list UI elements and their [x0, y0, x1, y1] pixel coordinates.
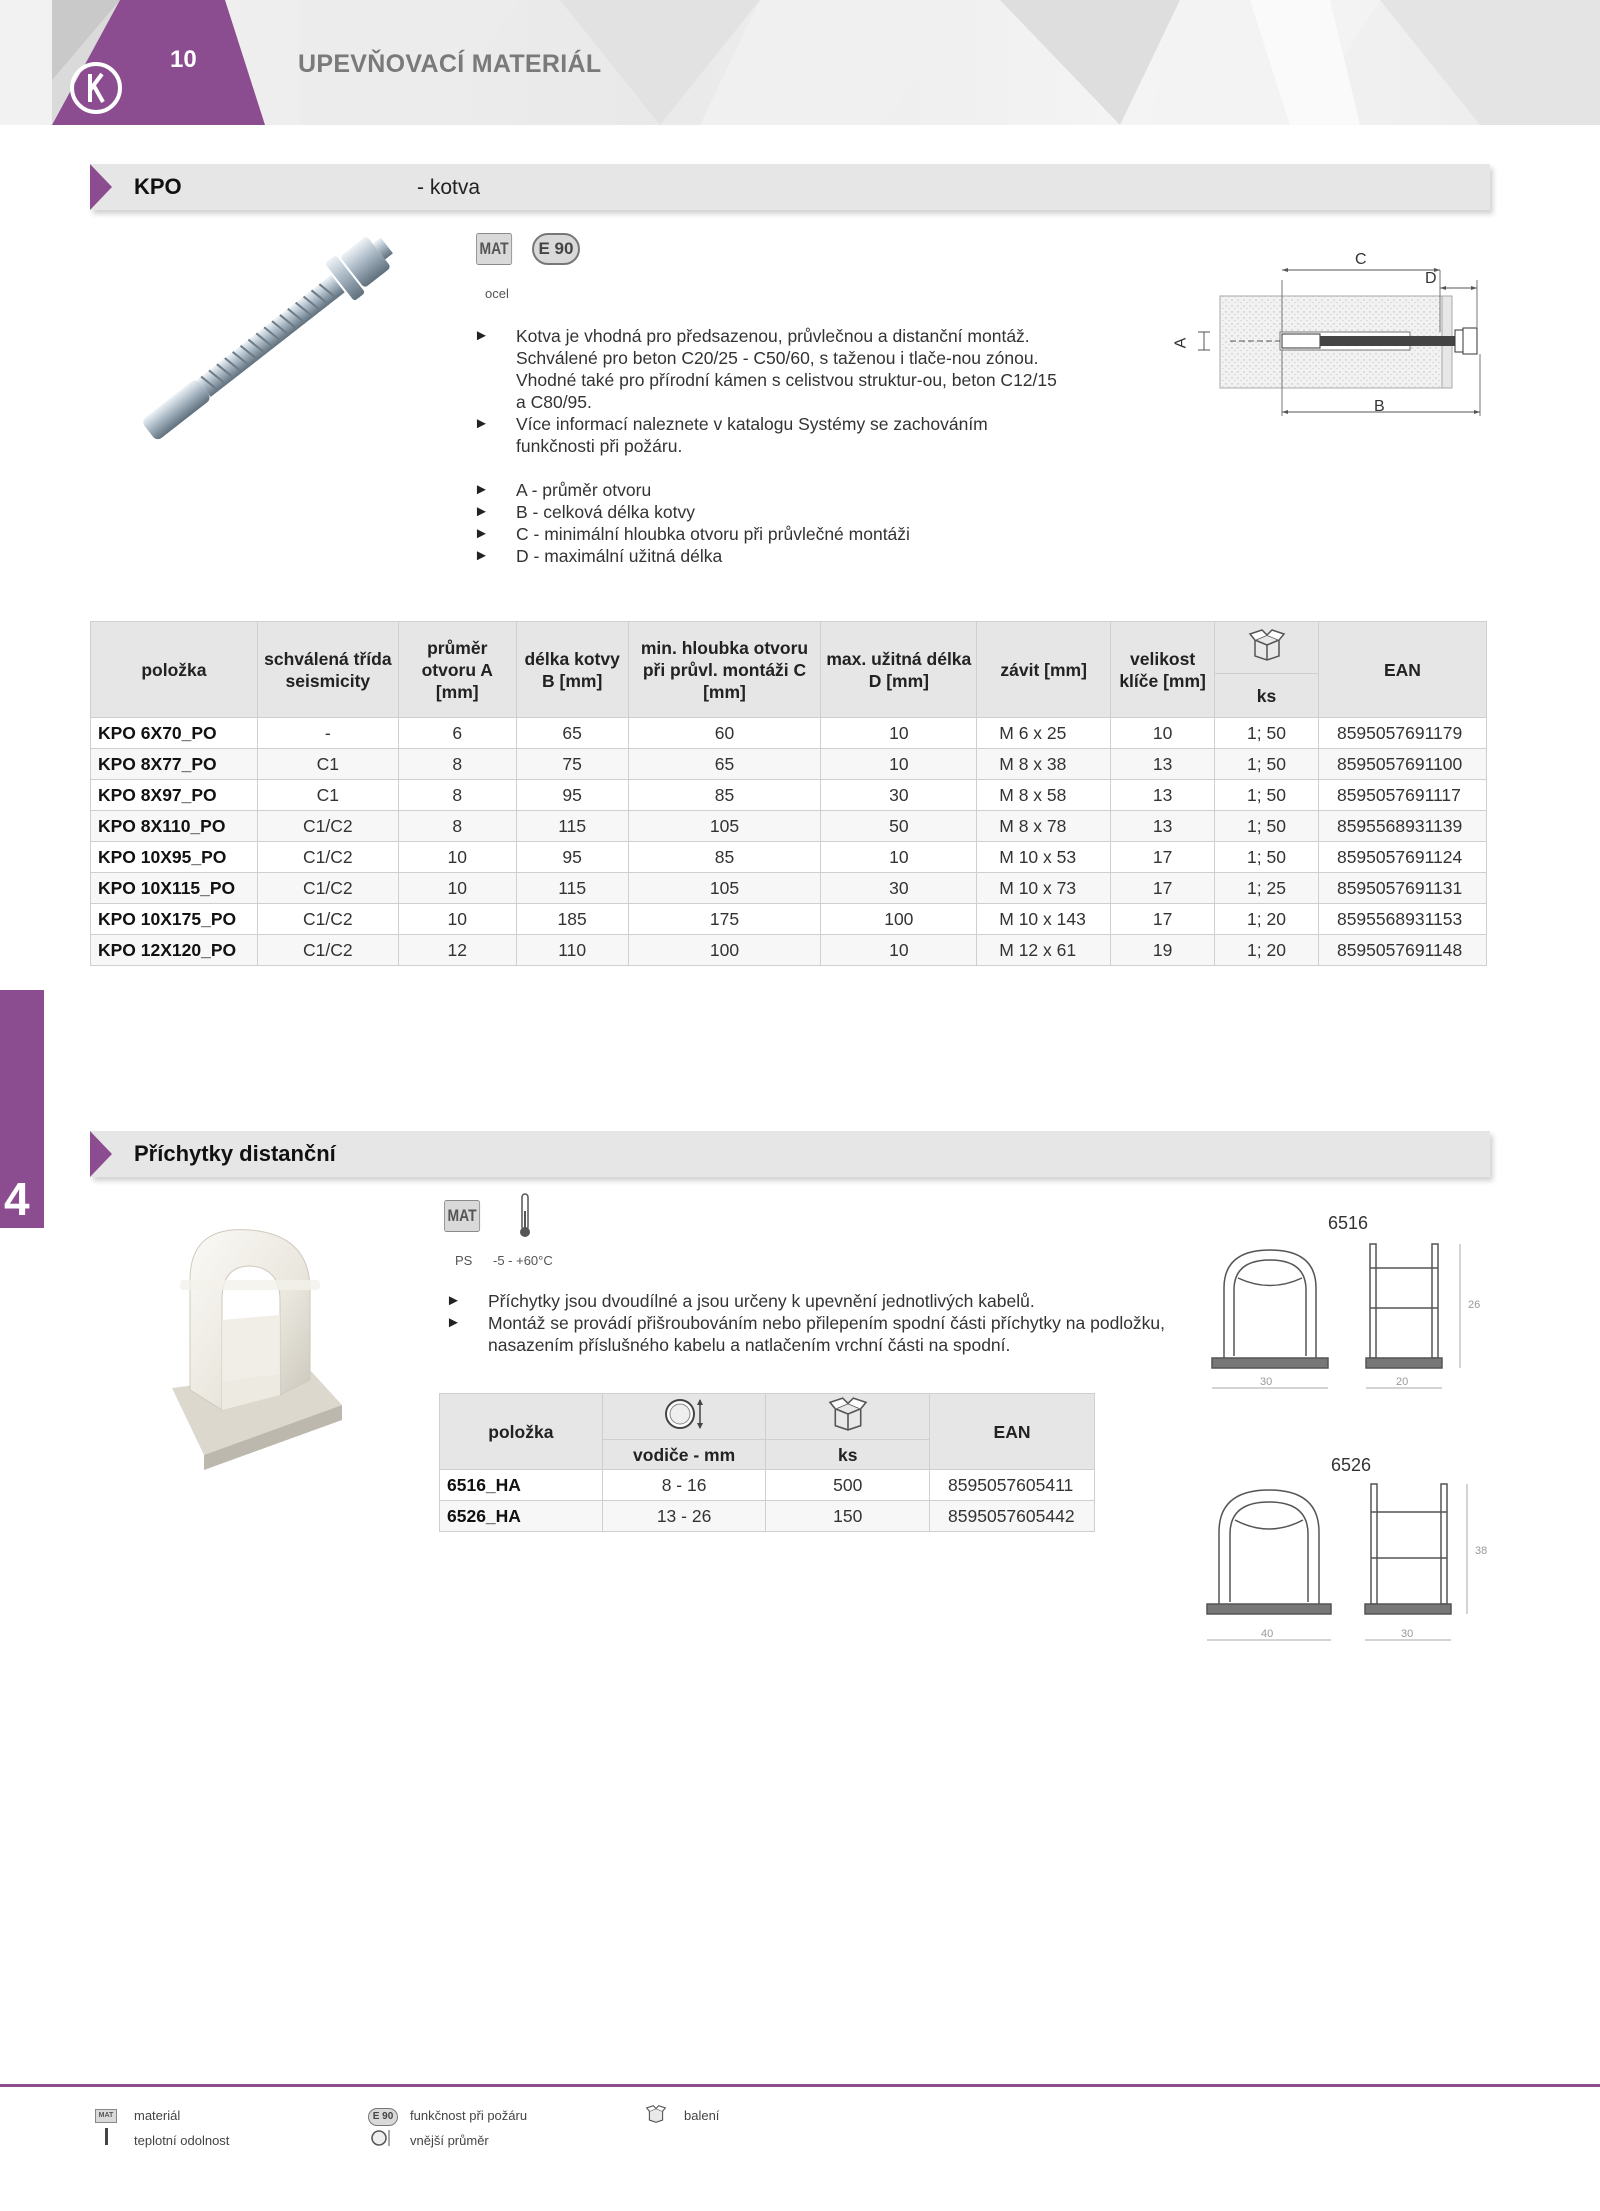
table-cell: 65	[628, 749, 821, 780]
table-cell: KPO 6X70_PO	[91, 718, 258, 749]
table-row	[91, 935, 1487, 966]
table-cell: 8 - 16	[602, 1470, 766, 1501]
table-row	[91, 780, 1487, 811]
table-cell: -	[257, 718, 398, 749]
th-ean: EAN	[1318, 622, 1486, 718]
table-cell: 100	[821, 904, 977, 935]
footer-divider	[0, 2084, 1600, 2087]
page-header	[0, 0, 1600, 125]
table-cell: 65	[516, 718, 628, 749]
table-cell: 8595057691148	[1318, 935, 1486, 966]
th-useful-length: max. užitná délka D [mm]	[821, 622, 977, 718]
th-hole-diameter: průměr otvoru A [mm]	[398, 622, 516, 718]
table-cell: 6	[398, 718, 516, 749]
table-cell: 60	[628, 718, 821, 749]
footer-diameter-icon	[370, 2128, 392, 2148]
table-cell: 500	[766, 1470, 930, 1501]
table-cell: C1	[257, 780, 398, 811]
table-cell: 105	[628, 811, 821, 842]
table-cell: 115	[516, 873, 628, 904]
dim-6526-width: 40	[1261, 1628, 1274, 1640]
table-cell: KPO 8X77_PO	[91, 749, 258, 780]
mat-badge-kpo: MAT	[476, 233, 512, 265]
table-row	[440, 1501, 1095, 1532]
table-cell: 8595057691124	[1318, 842, 1486, 873]
dim-6526-depth: 30	[1401, 1628, 1414, 1640]
table-cell: 75	[516, 749, 628, 780]
footer-thermometer-icon	[105, 2128, 108, 2145]
kpo-material: ocel	[485, 286, 509, 301]
table-cell: 8595057605442	[930, 1501, 1095, 1532]
diameter-icon	[662, 1396, 706, 1432]
table-row	[91, 904, 1487, 935]
table-cell: 10	[398, 842, 516, 873]
table-cell: C1/C2	[257, 904, 398, 935]
th-min-depth: min. hloubka otvoru při průvl. montáži C [mm]	[628, 622, 821, 718]
footer-e90-icon: E 90	[368, 2108, 398, 2126]
th-wires: vodiče - mm	[602, 1440, 766, 1470]
drawing-label-a: A	[1172, 337, 1190, 349]
th-anchor-length: délka kotvy B [mm]	[516, 622, 628, 718]
clips-material: PS	[455, 1253, 473, 1268]
table-cell: KPO 12X120_PO	[91, 935, 258, 966]
clips-section-marker	[90, 1131, 112, 1177]
table-cell: 6516_HA	[440, 1470, 603, 1501]
table-row	[91, 811, 1487, 842]
table-cell: 8	[398, 811, 516, 842]
mat-badge-clips: MAT	[444, 1200, 480, 1232]
table-cell: 8595057691117	[1318, 780, 1486, 811]
table-cell: 150	[766, 1501, 930, 1532]
table-cell: 110	[516, 935, 628, 966]
table-cell: 1; 50	[1215, 811, 1319, 842]
table-cell: 1; 50	[1215, 718, 1319, 749]
drawing-label-d: D	[1425, 270, 1437, 287]
table-cell: 1; 20	[1215, 935, 1319, 966]
table-cell: 175	[628, 904, 821, 935]
table-cell: 10	[821, 935, 977, 966]
table-cell: 10	[398, 873, 516, 904]
table-cell: M 8 x 38	[977, 749, 1111, 780]
table-cell: 10	[821, 749, 977, 780]
table-cell: 50	[821, 811, 977, 842]
page-title: UPEVŇOVACÍ MATERIÁL	[298, 50, 602, 78]
table-cell: M 8 x 58	[977, 780, 1111, 811]
kpo-section-marker	[90, 164, 112, 210]
kpo-bullet-2: ► Více informací naleznete v katalogu Systémy se zachováním funkčnosti při požáru.	[474, 413, 1064, 457]
footer-packing: balení	[684, 2108, 720, 2123]
table-cell: 8595057691100	[1318, 749, 1486, 780]
table-cell: 95	[516, 842, 628, 873]
table-cell: 17	[1111, 904, 1215, 935]
table-cell: C1/C2	[257, 873, 398, 904]
table-row	[91, 718, 1487, 749]
table-cell: 13	[1111, 780, 1215, 811]
table-cell: 8595057605411	[930, 1470, 1095, 1501]
table-cell: 12	[398, 935, 516, 966]
th-key-size: velikost klíče [mm]	[1111, 622, 1215, 718]
drawing-6516-label: 6516	[1328, 1213, 1369, 1233]
table-cell: KPO 10X95_PO	[91, 842, 258, 873]
anchor-photo	[112, 232, 422, 446]
table-cell: C1/C2	[257, 935, 398, 966]
table-cell: 30	[821, 780, 977, 811]
table-cell: 10	[1111, 718, 1215, 749]
thermometer-icon	[518, 1193, 532, 1239]
drawing-6526-label: 6526	[1331, 1455, 1372, 1475]
dim-6516-height: 26	[1468, 1299, 1481, 1311]
kpo-section-bar	[90, 164, 1490, 210]
table-cell: 1; 25	[1215, 873, 1319, 904]
drawing-label-b: B	[1374, 398, 1385, 415]
kpo-title: KPO	[134, 174, 182, 199]
e90-badge-kpo: E 90	[532, 233, 580, 265]
chapter-number: 4	[4, 1173, 30, 1225]
clip-photo	[160, 1220, 350, 1470]
table-cell: M 10 x 53	[977, 842, 1111, 873]
kpo-bullet-1: ► Kotva je vhodná pro předsazenou, průvlečnou a distanční montáž. Schválené pro beton C20/25 - C50/60, s taženou i tlače-nou zónou. Vhodné také pro přírodní kámen s celistvou struktur-ou, beton C12/15 a C80/95.	[474, 325, 1064, 413]
page-number: 10	[170, 46, 197, 73]
table-cell: 19	[1111, 935, 1215, 966]
table-row	[91, 749, 1487, 780]
logo-k-icon	[68, 60, 124, 116]
clips-description	[446, 1290, 1166, 1356]
table-cell: 10	[821, 718, 977, 749]
table-cell: 95	[516, 780, 628, 811]
table-cell: 85	[628, 842, 821, 873]
th-clip-pack: ks	[766, 1440, 930, 1470]
footer-outer-diameter: vnější průměr	[410, 2133, 489, 2148]
clips-bullet-1: ► Příchytky jsou dvoudílné a jsou určeny k upevnění jednotlivých kabelů.	[446, 1290, 1166, 1312]
table-row	[91, 842, 1487, 873]
table-cell: 105	[628, 873, 821, 904]
table-cell: 185	[516, 904, 628, 935]
footer-box-icon	[645, 2104, 667, 2124]
table-cell: C1/C2	[257, 842, 398, 873]
clip-6516-drawing	[1210, 1238, 1500, 1398]
table-cell: 10	[821, 842, 977, 873]
anchor-technical-drawing	[1170, 250, 1500, 420]
legend-a: ► A - průměr otvoru	[474, 479, 1064, 501]
table-cell: KPO 10X115_PO	[91, 873, 258, 904]
table-cell: 17	[1111, 873, 1215, 904]
th-clip-item: položka	[440, 1394, 603, 1470]
clips-table	[439, 1393, 1095, 1532]
table-cell: 17	[1111, 842, 1215, 873]
table-cell: M 10 x 143	[977, 904, 1111, 935]
table-cell: 8595568931139	[1318, 811, 1486, 842]
table-cell: 8595568931153	[1318, 904, 1486, 935]
kpo-table	[90, 621, 1487, 966]
footer-temperature: teplotní odolnost	[134, 2133, 230, 2148]
table-row	[91, 873, 1487, 904]
table-cell: M 8 x 78	[977, 811, 1111, 842]
table-cell: KPO 8X97_PO	[91, 780, 258, 811]
box-icon	[826, 1396, 870, 1432]
clips-bullet-2: ► Montáž se provádí přišroubováním nebo přilepením spodní části příchytky na podložku, nasazením příslušného kabelu a natlačením vrchní části na spodní.	[446, 1312, 1166, 1356]
table-cell: 1; 50	[1215, 842, 1319, 873]
legend-b: ► B - celková délka kotvy	[474, 501, 1064, 523]
th-item: položka	[91, 622, 258, 718]
table-cell: 10	[398, 904, 516, 935]
th-diameter-icon-cell	[602, 1394, 766, 1440]
table-cell: 13	[1111, 811, 1215, 842]
table-cell: 13 - 26	[602, 1501, 766, 1532]
footer-fire: funkčnost při požáru	[410, 2108, 528, 2123]
table-cell: KPO 8X110_PO	[91, 811, 258, 842]
table-cell: 1; 50	[1215, 749, 1319, 780]
kpo-description	[474, 325, 1064, 457]
table-cell: 6526_HA	[440, 1501, 603, 1532]
th-seismic-class: schválená třída seismicity	[257, 622, 398, 718]
th-pack: ks	[1215, 674, 1319, 718]
table-cell: 1; 20	[1215, 904, 1319, 935]
table-cell: 8595057691179	[1318, 718, 1486, 749]
table-cell: 85	[628, 780, 821, 811]
box-icon	[1247, 628, 1287, 662]
table-cell: M 12 x 61	[977, 935, 1111, 966]
table-cell: 1; 50	[1215, 780, 1319, 811]
clips-title: Příchytky distanční	[134, 1141, 336, 1166]
table-cell: 30	[821, 873, 977, 904]
th-thread: závit [mm]	[977, 622, 1111, 718]
legend-c: ► C - minimální hloubka otvoru při průvlečné montáži	[474, 523, 1064, 545]
dim-6516-depth: 20	[1396, 1376, 1409, 1388]
table-cell: M 6 x 25	[977, 718, 1111, 749]
clip-6526-drawing	[1205, 1482, 1500, 1652]
th-clip-box-icon-cell	[766, 1394, 930, 1440]
clips-temperature: -5 - +60°C	[493, 1253, 553, 1268]
kpo-subtitle: - kotva	[417, 176, 481, 199]
table-cell: 100	[628, 935, 821, 966]
table-cell: 8	[398, 780, 516, 811]
drawing-label-c: C	[1355, 251, 1367, 268]
table-cell: KPO 10X175_PO	[91, 904, 258, 935]
footer-material: materiál	[134, 2108, 181, 2123]
table-cell: 13	[1111, 749, 1215, 780]
footer-mat-icon: MAT	[95, 2109, 117, 2123]
dim-6526-height: 38	[1475, 1545, 1488, 1557]
th-box-icon-cell	[1215, 622, 1319, 674]
dim-6516-width: 30	[1260, 1376, 1273, 1388]
kpo-legend	[474, 479, 1064, 567]
header-pattern	[0, 0, 1600, 125]
legend-d: ► D - maximální užitná délka	[474, 545, 1064, 567]
table-cell: M 10 x 73	[977, 873, 1111, 904]
th-clip-ean: EAN	[930, 1394, 1095, 1470]
table-cell: 8	[398, 749, 516, 780]
table-row	[440, 1470, 1095, 1501]
table-cell: 8595057691131	[1318, 873, 1486, 904]
table-cell: C1	[257, 749, 398, 780]
table-cell: C1/C2	[257, 811, 398, 842]
table-cell: 115	[516, 811, 628, 842]
